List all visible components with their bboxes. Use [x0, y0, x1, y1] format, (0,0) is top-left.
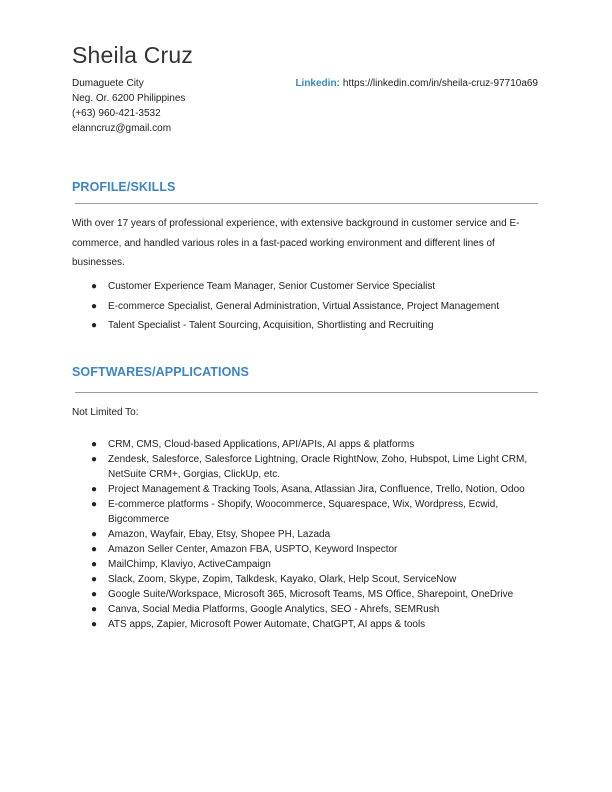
list-item: ● Amazon, Wayfair, Ebay, Etsy, Shopee PH, Lazada: [91, 529, 331, 540]
linkedin-label: Linkedin:: [295, 78, 340, 89]
list-item: ● Project Management & Tracking Tools, Asana, Atlassian Jira, Confluence, Trello, Notion, Odoo: [91, 484, 525, 495]
linkedin-block: [295, 76, 538, 91]
bullet-icon: ●: [91, 559, 98, 570]
contact-email[interactable]: elanncruz@gmail.com: [72, 123, 172, 134]
list-item: ● Canva, Social Media Platforms, Google Analytics, SEO - Ahrefs, SEMRush: [91, 604, 440, 615]
bullet-icon: ●: [91, 544, 98, 555]
profile-divider: [75, 203, 538, 204]
software-heading: SOFTWARES/APPLICATIONS: [72, 365, 249, 379]
list-item: ● ATS apps, Zapier, Microsoft Power Automate, ChatGPT, AI apps & tools: [91, 619, 426, 630]
bullet-icon: ●: [91, 574, 98, 585]
list-item: ● Amazon Seller Center, Amazon FBA, USPTO, Keyword Inspector: [91, 544, 398, 555]
list-item: ● Talent Specialist - Talent Sourcing, Acquisition, Shortlisting and Recruiting: [72, 316, 538, 336]
candidate-name: Sheila Cruz: [72, 42, 194, 68]
list-item: ● Google Suite/Workspace, Microsoft 365, Microsoft Teams, MS Office, Sharepoint, OneDrive: [91, 589, 514, 600]
profile-summary: With over 17 years of professional experience, with extensive background in customer service and E-commerce, and handled various roles in a fast-paced working environment and different lines of businesses.: [72, 218, 520, 268]
list-item: ● Customer Experience Team Manager, Senior Customer Service Specialist: [72, 277, 538, 297]
software-list: [72, 437, 538, 632]
software-note: Not Limited To:: [72, 407, 139, 418]
bullet-icon: ●: [91, 454, 98, 465]
list-item: ● Zendesk, Salesforce, Salesforce Lightning, Oracle RightNow, Zoho, Hubspot, Lime Light CRM, NetSuite CRM+, Gorgias, ClickUp, etc.: [91, 454, 528, 480]
list-item: ● MailChimp, Klaviyo, ActiveCampaign: [91, 559, 271, 570]
list-item: ● E-commerce platforms - Shopify, Woocommerce, Squarespace, Wix, Wordpress, Ecwid, Bigcommerce: [91, 499, 499, 525]
linkedin-link[interactable]: https://linkedin.com/in/sheila-cruz-97710a69: [342, 78, 538, 89]
skills-list: [72, 277, 538, 336]
bullet-icon: ●: [91, 499, 98, 510]
software-divider: [75, 392, 538, 393]
list-item: ● CRM, CMS, Cloud-based Applications, API/APIs, AI apps & platforms: [91, 439, 415, 450]
contact-phone: (+63) 960-421-3532: [72, 108, 161, 119]
contact-block: [72, 76, 185, 136]
bullet-icon: ●: [91, 589, 98, 600]
bullet-icon: ●: [91, 320, 98, 331]
bullet-icon: ●: [91, 529, 98, 540]
contact-address: Neg. Or. 6200 Philippines: [72, 93, 186, 104]
profile-heading: PROFILE/SKILLS: [72, 180, 176, 194]
bullet-icon: ●: [91, 281, 98, 292]
list-item: ● Slack, Zoom, Skype, Zopim, Talkdesk, Kayako, Olark, Help Scout, ServiceNow: [91, 574, 457, 585]
bullet-icon: ●: [91, 619, 98, 630]
bullet-icon: ●: [91, 604, 98, 615]
bullet-icon: ●: [91, 439, 98, 450]
list-item: ● E-commerce Specialist, General Administration, Virtual Assistance, Project Management: [72, 297, 538, 317]
bullet-icon: ●: [91, 300, 98, 312]
contact-city: Dumaguete City: [72, 78, 144, 89]
bullet-icon: ●: [91, 484, 98, 495]
